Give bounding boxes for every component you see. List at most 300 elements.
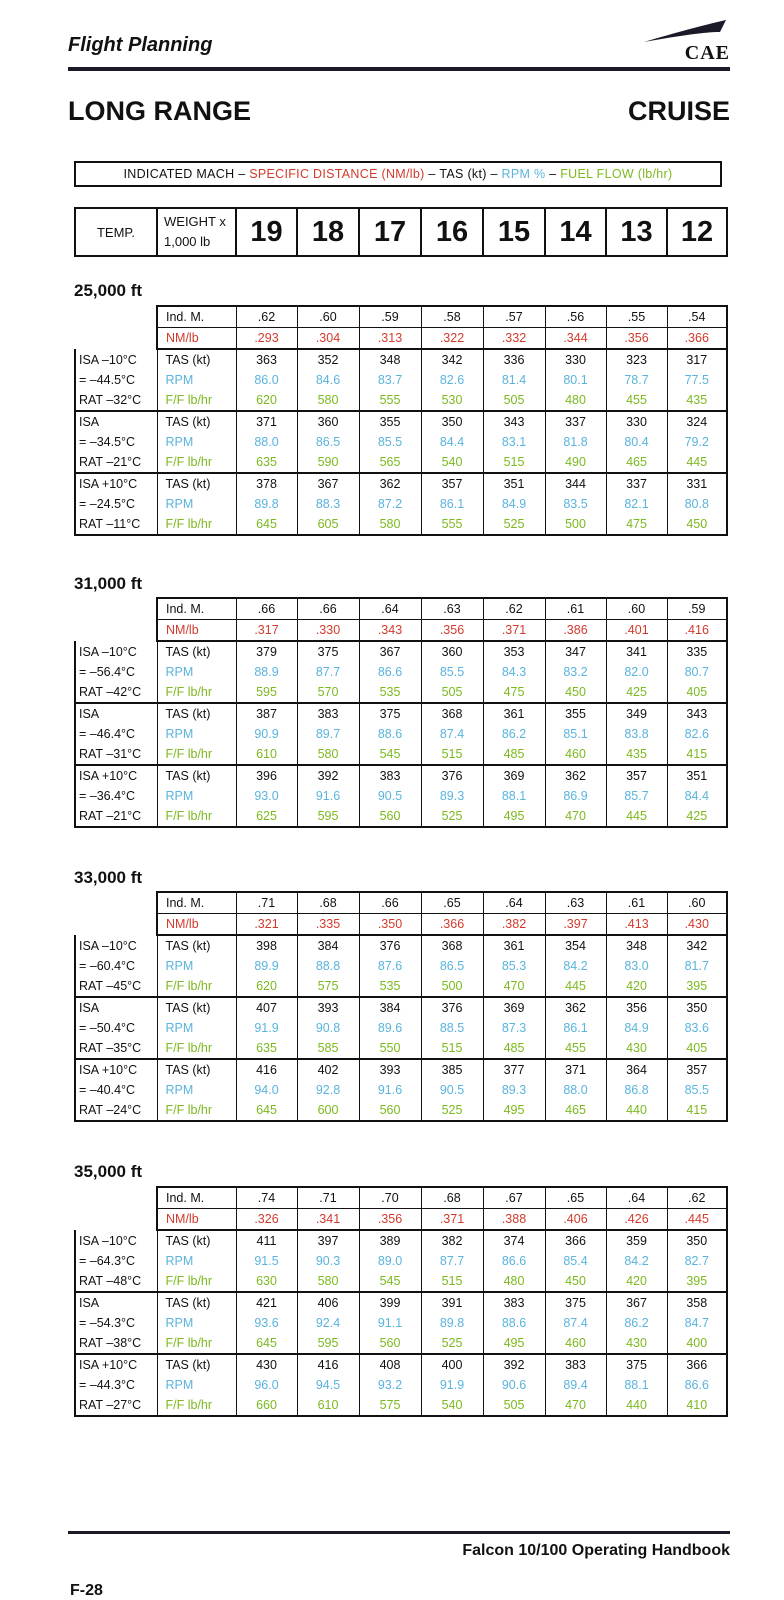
rpm-value: 88.6 xyxy=(359,724,421,744)
nm-lb-row xyxy=(75,328,727,350)
tas-value: 371 xyxy=(236,411,297,432)
rpm-value: 90.5 xyxy=(421,1080,483,1100)
condition-label: = –34.5°C xyxy=(75,432,157,452)
rpm-value: 86.2 xyxy=(483,724,545,744)
condition-label: ISA xyxy=(75,997,157,1018)
rpm-value: 80.8 xyxy=(667,494,727,514)
condition-label: = –44.3°C xyxy=(75,1375,157,1395)
tas-value: 356 xyxy=(606,997,667,1018)
rpm-value: 83.5 xyxy=(545,494,606,514)
weight-header-line1: WEIGHT x xyxy=(164,214,226,229)
ff-label: F/F lb/hr xyxy=(157,452,236,473)
tas-value: 393 xyxy=(297,997,359,1018)
tas-label: TAS (kt) xyxy=(157,1230,236,1251)
ff-value: 550 xyxy=(359,1038,421,1059)
tas-value: 375 xyxy=(545,1292,606,1313)
nm-lb-label: NM/lb xyxy=(157,914,236,936)
ff-value: 450 xyxy=(545,682,606,703)
rpm-label: RPM xyxy=(157,1313,236,1333)
legend-sep: – xyxy=(234,167,250,181)
ind-mach-row xyxy=(75,1187,727,1209)
nm-lb-label: NM/lb xyxy=(157,328,236,350)
condition-label: RAT –27°C xyxy=(75,1395,157,1416)
ff-value: 440 xyxy=(606,1395,667,1416)
ff-value: 485 xyxy=(483,1038,545,1059)
rpm-value: 86.1 xyxy=(421,494,483,514)
blank-cell xyxy=(75,914,157,936)
condition-label: ISA +10°C xyxy=(75,765,157,786)
condition-label: = –24.5°C xyxy=(75,494,157,514)
ind-mach-value: .64 xyxy=(359,598,421,620)
rpm-value: 84.2 xyxy=(606,1251,667,1271)
legend-rpm: RPM % xyxy=(501,167,546,181)
ff-value: 405 xyxy=(667,1038,727,1059)
rpm-value: 81.8 xyxy=(545,432,606,452)
tas-value: 324 xyxy=(667,411,727,432)
ff-value: 540 xyxy=(421,452,483,473)
rpm-value: 82.6 xyxy=(667,724,727,744)
ff-value: 635 xyxy=(236,1038,297,1059)
rpm-value: 91.6 xyxy=(359,1080,421,1100)
weight-column-header: 17 xyxy=(359,208,421,256)
ind-mach-row xyxy=(75,306,727,328)
tas-value: 331 xyxy=(667,473,727,494)
ff-value: 430 xyxy=(606,1333,667,1354)
legend-box xyxy=(74,161,722,187)
ff-value: 415 xyxy=(667,744,727,765)
condition-row xyxy=(75,1354,727,1375)
tas-value: 357 xyxy=(421,473,483,494)
condition-row xyxy=(75,1059,727,1080)
condition-row xyxy=(75,724,727,744)
ind-mach-value: .64 xyxy=(483,892,545,914)
rpm-value: 77.5 xyxy=(667,370,727,390)
tas-value: 377 xyxy=(483,1059,545,1080)
weight-column-header: 13 xyxy=(606,208,667,256)
ff-value: 595 xyxy=(297,806,359,827)
ff-value: 395 xyxy=(667,976,727,997)
tas-value: 383 xyxy=(359,765,421,786)
condition-label: ISA +10°C xyxy=(75,473,157,494)
condition-label: = –50.4°C xyxy=(75,1018,157,1038)
ind-mach-value: .67 xyxy=(483,1187,545,1209)
rpm-value: 84.7 xyxy=(667,1313,727,1333)
handbook-title: Falcon 10/100 Operating Handbook xyxy=(462,1542,730,1559)
condition-row xyxy=(75,1038,727,1059)
ff-value: 500 xyxy=(545,514,606,535)
tas-label: TAS (kt) xyxy=(157,765,236,786)
tas-value: 358 xyxy=(667,1292,727,1313)
rpm-label: RPM xyxy=(157,662,236,682)
condition-label: = –56.4°C xyxy=(75,662,157,682)
ff-value: 535 xyxy=(359,682,421,703)
cae-logo xyxy=(638,18,730,66)
condition-row xyxy=(75,390,727,411)
tas-value: 363 xyxy=(236,349,297,370)
condition-label: RAT –31°C xyxy=(75,744,157,765)
tas-value: 367 xyxy=(606,1292,667,1313)
tas-value: 355 xyxy=(545,703,606,724)
nm-lb-value: .413 xyxy=(606,914,667,936)
tas-value: 335 xyxy=(667,641,727,662)
nm-lb-value: .430 xyxy=(667,914,727,936)
tas-value: 384 xyxy=(359,997,421,1018)
ff-value: 575 xyxy=(297,976,359,997)
condition-label: RAT –48°C xyxy=(75,1271,157,1292)
ind-mach-label: Ind. M. xyxy=(157,1187,236,1209)
rpm-value: 87.2 xyxy=(359,494,421,514)
rpm-value: 82.6 xyxy=(421,370,483,390)
condition-row xyxy=(75,514,727,535)
tas-value: 337 xyxy=(545,411,606,432)
condition-row xyxy=(75,349,727,370)
rpm-value: 91.5 xyxy=(236,1251,297,1271)
ff-value: 455 xyxy=(606,390,667,411)
condition-row xyxy=(75,935,727,956)
condition-label: RAT –21°C xyxy=(75,452,157,473)
rpm-value: 82.0 xyxy=(606,662,667,682)
ff-value: 450 xyxy=(545,1271,606,1292)
nm-lb-value: .366 xyxy=(667,328,727,350)
tas-value: 317 xyxy=(667,349,727,370)
tas-value: 378 xyxy=(236,473,297,494)
ff-value: 395 xyxy=(667,1271,727,1292)
rpm-value: 81.7 xyxy=(667,956,727,976)
section-title-right: CRUISE xyxy=(627,96,730,126)
ff-value: 425 xyxy=(667,806,727,827)
condition-label: RAT –35°C xyxy=(75,1038,157,1059)
rpm-value: 85.7 xyxy=(606,786,667,806)
ff-value: 605 xyxy=(297,514,359,535)
tas-value: 361 xyxy=(483,703,545,724)
condition-row xyxy=(75,956,727,976)
weight-header-table xyxy=(74,207,728,257)
condition-row xyxy=(75,494,727,514)
blank-cell xyxy=(75,1209,157,1231)
header-title: Flight Planning xyxy=(68,34,213,56)
tas-value: 350 xyxy=(667,997,727,1018)
rpm-value: 88.9 xyxy=(236,662,297,682)
rpm-value: 89.7 xyxy=(297,724,359,744)
tas-value: 323 xyxy=(606,349,667,370)
ind-mach-value: .61 xyxy=(545,598,606,620)
tas-value: 360 xyxy=(297,411,359,432)
ff-value: 435 xyxy=(606,744,667,765)
ff-value: 405 xyxy=(667,682,727,703)
rpm-value: 82.7 xyxy=(667,1251,727,1271)
cruise-data-table xyxy=(74,305,728,536)
ff-value: 515 xyxy=(421,1271,483,1292)
ff-value: 525 xyxy=(421,806,483,827)
cruise-data-table xyxy=(74,597,728,828)
nm-lb-value: .344 xyxy=(545,328,606,350)
ind-mach-value: .65 xyxy=(545,1187,606,1209)
tas-value: 383 xyxy=(483,1292,545,1313)
condition-row xyxy=(75,744,727,765)
legend-ind-mach: INDICATED MACH xyxy=(123,167,235,181)
ff-value: 480 xyxy=(545,390,606,411)
rpm-value: 85.5 xyxy=(359,432,421,452)
rpm-value: 83.1 xyxy=(483,432,545,452)
nm-lb-value: .386 xyxy=(545,620,606,642)
rpm-value: 89.3 xyxy=(483,1080,545,1100)
ff-value: 515 xyxy=(483,452,545,473)
condition-row xyxy=(75,1080,727,1100)
legend-sep: – xyxy=(545,167,561,181)
cruise-data-table xyxy=(74,1186,728,1417)
ff-value: 455 xyxy=(545,1038,606,1059)
ind-mach-value: .61 xyxy=(606,892,667,914)
ff-value: 435 xyxy=(667,390,727,411)
nm-lb-value: .416 xyxy=(667,620,727,642)
ff-value: 495 xyxy=(483,806,545,827)
condition-row xyxy=(75,976,727,997)
ff-value: 445 xyxy=(545,976,606,997)
rpm-value: 91.6 xyxy=(297,786,359,806)
nm-lb-value: .313 xyxy=(359,328,421,350)
tas-label: TAS (kt) xyxy=(157,1292,236,1313)
ff-value: 400 xyxy=(667,1333,727,1354)
ind-mach-value: .66 xyxy=(236,598,297,620)
rpm-value: 88.1 xyxy=(606,1375,667,1395)
condition-row xyxy=(75,1018,727,1038)
rpm-value: 84.6 xyxy=(297,370,359,390)
blank-cell xyxy=(75,1187,157,1209)
tas-value: 421 xyxy=(236,1292,297,1313)
nm-lb-label: NM/lb xyxy=(157,620,236,642)
cruise-data-table xyxy=(74,891,728,1122)
rpm-label: RPM xyxy=(157,786,236,806)
nm-lb-value: .401 xyxy=(606,620,667,642)
tas-value: 383 xyxy=(545,1354,606,1375)
tas-value: 375 xyxy=(297,641,359,662)
blank-cell xyxy=(75,328,157,350)
rpm-value: 93.0 xyxy=(236,786,297,806)
ff-value: 485 xyxy=(483,744,545,765)
tas-value: 399 xyxy=(359,1292,421,1313)
tas-value: 362 xyxy=(545,765,606,786)
condition-label: ISA xyxy=(75,411,157,432)
ff-value: 570 xyxy=(297,682,359,703)
rpm-label: RPM xyxy=(157,1375,236,1395)
tas-value: 362 xyxy=(359,473,421,494)
ind-mach-value: .54 xyxy=(667,306,727,328)
ff-label: F/F lb/hr xyxy=(157,1271,236,1292)
rpm-value: 80.7 xyxy=(667,662,727,682)
ind-mach-value: .71 xyxy=(297,1187,359,1209)
rpm-value: 83.6 xyxy=(667,1018,727,1038)
rpm-value: 84.3 xyxy=(483,662,545,682)
ff-value: 610 xyxy=(297,1395,359,1416)
tas-value: 354 xyxy=(545,935,606,956)
nm-lb-value: .341 xyxy=(297,1209,359,1231)
tas-value: 337 xyxy=(606,473,667,494)
tas-value: 383 xyxy=(297,703,359,724)
tas-value: 350 xyxy=(421,411,483,432)
rpm-value: 79.2 xyxy=(667,432,727,452)
weight-column-header: 15 xyxy=(483,208,545,256)
tas-value: 362 xyxy=(545,997,606,1018)
weight-column-header: 14 xyxy=(545,208,606,256)
ff-value: 495 xyxy=(483,1333,545,1354)
rpm-value: 92.8 xyxy=(297,1080,359,1100)
tas-value: 375 xyxy=(359,703,421,724)
rpm-value: 80.1 xyxy=(545,370,606,390)
tas-value: 336 xyxy=(483,349,545,370)
ff-value: 460 xyxy=(545,1333,606,1354)
ff-value: 410 xyxy=(667,1395,727,1416)
condition-label: ISA +10°C xyxy=(75,1059,157,1080)
ff-value: 525 xyxy=(421,1100,483,1121)
ind-mach-row xyxy=(75,598,727,620)
rpm-value: 88.8 xyxy=(297,956,359,976)
ff-value: 590 xyxy=(297,452,359,473)
condition-label: ISA +10°C xyxy=(75,1354,157,1375)
condition-row xyxy=(75,1395,727,1416)
ind-mach-value: .63 xyxy=(545,892,606,914)
rpm-value: 85.5 xyxy=(421,662,483,682)
footer-rule xyxy=(68,1531,730,1534)
ff-value: 500 xyxy=(421,976,483,997)
ind-mach-value: .60 xyxy=(667,892,727,914)
tas-value: 385 xyxy=(421,1059,483,1080)
ind-mach-value: .68 xyxy=(421,1187,483,1209)
rpm-value: 90.3 xyxy=(297,1251,359,1271)
tas-value: 349 xyxy=(606,703,667,724)
tas-value: 359 xyxy=(606,1230,667,1251)
rpm-value: 84.4 xyxy=(667,786,727,806)
rpm-value: 87.7 xyxy=(421,1251,483,1271)
rpm-value: 85.3 xyxy=(483,956,545,976)
tas-label: TAS (kt) xyxy=(157,935,236,956)
rpm-value: 94.0 xyxy=(236,1080,297,1100)
rpm-value: 89.8 xyxy=(236,494,297,514)
ff-value: 465 xyxy=(606,452,667,473)
nm-lb-value: .330 xyxy=(297,620,359,642)
ff-value: 515 xyxy=(421,744,483,765)
ff-value: 525 xyxy=(483,514,545,535)
ff-value: 505 xyxy=(483,1395,545,1416)
tas-label: TAS (kt) xyxy=(157,703,236,724)
ff-label: F/F lb/hr xyxy=(157,1100,236,1121)
tas-value: 416 xyxy=(236,1059,297,1080)
tas-value: 406 xyxy=(297,1292,359,1313)
ff-value: 560 xyxy=(359,1100,421,1121)
tas-value: 357 xyxy=(667,1059,727,1080)
rpm-value: 84.9 xyxy=(606,1018,667,1038)
nm-lb-row xyxy=(75,1209,727,1231)
tas-value: 351 xyxy=(483,473,545,494)
condition-row xyxy=(75,1100,727,1121)
legend-specific-distance: SPECIFIC DISTANCE (NM/lb) xyxy=(249,167,425,181)
ind-mach-value: .63 xyxy=(421,598,483,620)
nm-lb-value: .371 xyxy=(421,1209,483,1231)
ff-value: 495 xyxy=(483,1100,545,1121)
rpm-value: 89.6 xyxy=(359,1018,421,1038)
tas-value: 342 xyxy=(421,349,483,370)
rpm-value: 82.1 xyxy=(606,494,667,514)
ff-label: F/F lb/hr xyxy=(157,744,236,765)
tas-value: 371 xyxy=(545,1059,606,1080)
condition-row xyxy=(75,452,727,473)
nm-lb-value: .356 xyxy=(359,1209,421,1231)
tas-value: 376 xyxy=(359,935,421,956)
rpm-value: 89.0 xyxy=(359,1251,421,1271)
condition-row xyxy=(75,1313,727,1333)
legend-fuel-flow: FUEL FLOW (lb/hr) xyxy=(560,167,673,181)
ind-mach-label: Ind. M. xyxy=(157,892,236,914)
condition-row xyxy=(75,786,727,806)
condition-label: = –60.4°C xyxy=(75,956,157,976)
ff-value: 525 xyxy=(421,1333,483,1354)
rpm-label: RPM xyxy=(157,956,236,976)
tas-value: 374 xyxy=(483,1230,545,1251)
ind-mach-value: .55 xyxy=(606,306,667,328)
rpm-label: RPM xyxy=(157,494,236,514)
tas-value: 387 xyxy=(236,703,297,724)
rpm-value: 88.1 xyxy=(483,786,545,806)
rpm-value: 81.4 xyxy=(483,370,545,390)
tas-value: 366 xyxy=(545,1230,606,1251)
condition-row xyxy=(75,370,727,390)
nm-lb-value: .406 xyxy=(545,1209,606,1231)
tas-value: 343 xyxy=(667,703,727,724)
tas-value: 351 xyxy=(667,765,727,786)
ind-mach-value: .58 xyxy=(421,306,483,328)
nm-lb-value: .397 xyxy=(545,914,606,936)
tas-value: 369 xyxy=(483,765,545,786)
tas-value: 376 xyxy=(421,765,483,786)
rpm-value: 92.4 xyxy=(297,1313,359,1333)
rpm-label: RPM xyxy=(157,1251,236,1271)
tas-value: 355 xyxy=(359,411,421,432)
rpm-value: 88.5 xyxy=(421,1018,483,1038)
ff-value: 420 xyxy=(606,1271,667,1292)
nm-lb-value: .388 xyxy=(483,1209,545,1231)
ff-value: 480 xyxy=(483,1271,545,1292)
nm-lb-value: .350 xyxy=(359,914,421,936)
nm-lb-value: .371 xyxy=(483,620,545,642)
rpm-value: 83.8 xyxy=(606,724,667,744)
legend-sep: – xyxy=(486,167,502,181)
legend-tas: TAS (kt) xyxy=(439,167,487,181)
rpm-label: RPM xyxy=(157,1080,236,1100)
blank-cell xyxy=(75,620,157,642)
rpm-value: 85.4 xyxy=(545,1251,606,1271)
rpm-value: 86.2 xyxy=(606,1313,667,1333)
tas-value: 397 xyxy=(297,1230,359,1251)
legend-sep: – xyxy=(424,167,440,181)
ind-mach-value: .66 xyxy=(359,892,421,914)
ff-label: F/F lb/hr xyxy=(157,1038,236,1059)
condition-label: ISA –10°C xyxy=(75,1230,157,1251)
rpm-value: 83.0 xyxy=(606,956,667,976)
nm-lb-value: .335 xyxy=(297,914,359,936)
ff-value: 645 xyxy=(236,514,297,535)
ind-mach-value: .59 xyxy=(359,306,421,328)
condition-row xyxy=(75,1251,727,1271)
rpm-value: 86.5 xyxy=(297,432,359,452)
condition-row xyxy=(75,1271,727,1292)
ff-value: 645 xyxy=(236,1100,297,1121)
rpm-value: 88.0 xyxy=(236,432,297,452)
ff-value: 445 xyxy=(667,452,727,473)
tas-value: 347 xyxy=(545,641,606,662)
condition-row xyxy=(75,1230,727,1251)
ff-value: 515 xyxy=(421,1038,483,1059)
ff-value: 490 xyxy=(545,452,606,473)
rpm-value: 94.5 xyxy=(297,1375,359,1395)
